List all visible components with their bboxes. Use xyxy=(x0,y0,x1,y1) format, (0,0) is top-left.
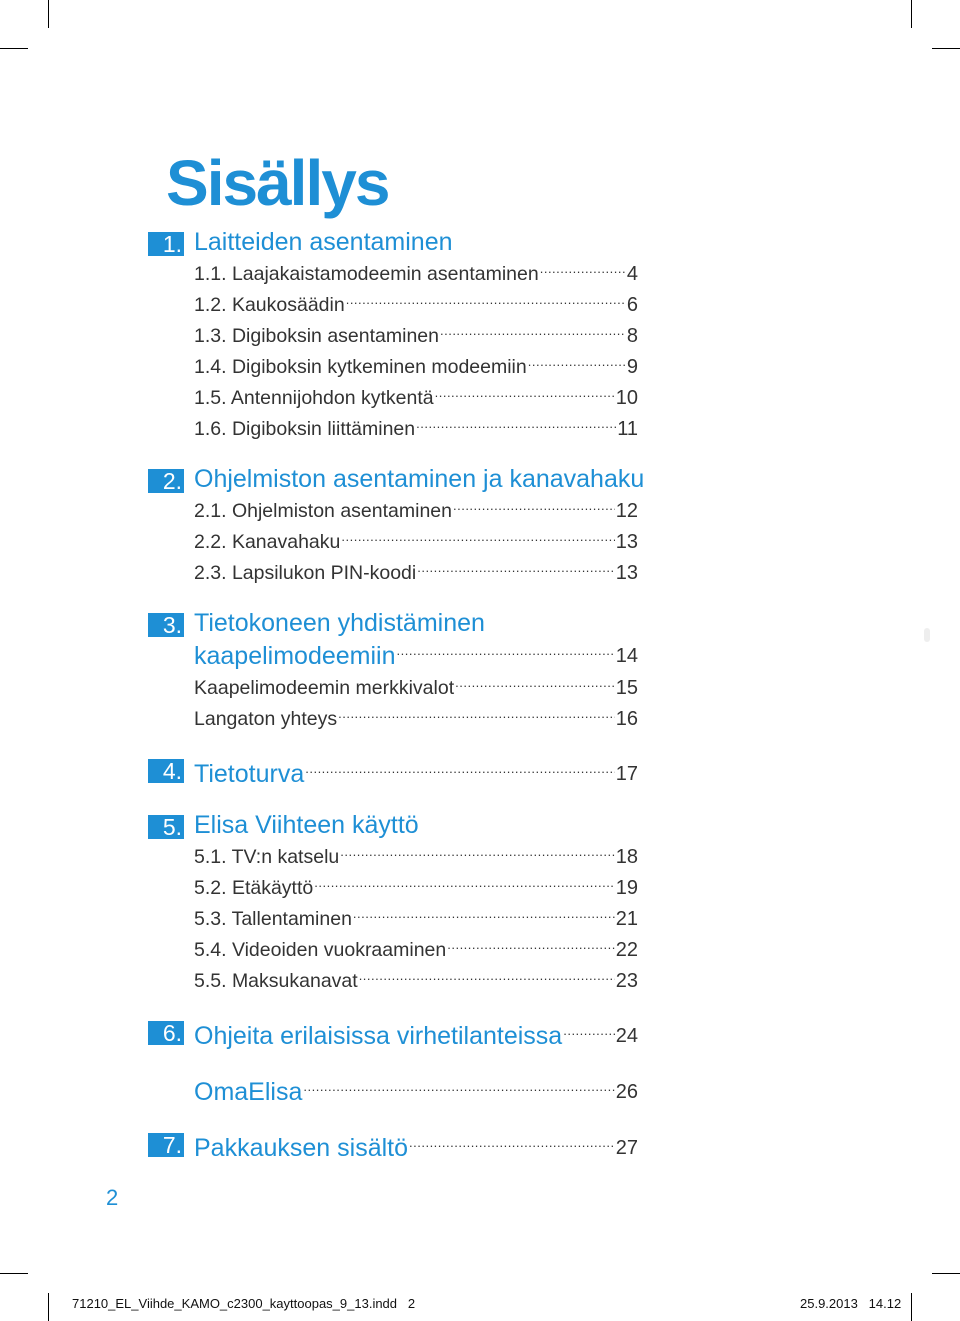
page-number: 2 xyxy=(106,1185,119,1210)
entry-page: 12 xyxy=(615,500,638,522)
entry-page: 15 xyxy=(615,677,638,699)
toc-entry[interactable] xyxy=(194,839,638,870)
entry-label: 1.2. Kaukosäädin xyxy=(194,294,345,316)
dot-leader xyxy=(563,1017,615,1045)
entry-page: 23 xyxy=(615,970,638,992)
toc-section-3 xyxy=(148,609,638,732)
entry-label: 2.2. Kanavahaku xyxy=(194,531,341,553)
entry-page: 6 xyxy=(626,294,638,316)
toc-entry[interactable] xyxy=(194,963,638,994)
section-heading[interactable]: Laitteiden asentaminen xyxy=(194,228,453,256)
toc-section-5 xyxy=(148,811,638,994)
dot-leader xyxy=(540,256,626,282)
section-heading[interactable] xyxy=(194,1129,638,1162)
section-number-badge: 3. xyxy=(148,613,184,637)
crop-mark xyxy=(932,1273,960,1274)
toc-section-omaelisa xyxy=(148,1073,638,1106)
entry-label: 5.5. Maksukanavat xyxy=(194,970,358,992)
toc-entry[interactable] xyxy=(194,555,638,586)
entry-label: Langaton yhteys xyxy=(194,708,338,730)
dot-leader xyxy=(314,870,615,896)
entry-label: 1.3. Digiboksin asentaminen xyxy=(194,325,439,347)
toc-entry[interactable] xyxy=(194,901,638,932)
dot-leader xyxy=(359,963,615,989)
entry-label: 1.4. Digiboksin kytkeminen modeemiin xyxy=(194,356,527,378)
section-heading[interactable]: Elisa Viihteen käyttö xyxy=(194,811,419,839)
crop-mark xyxy=(48,1293,49,1321)
dot-leader xyxy=(417,555,615,581)
entry-label: 5.3. Tallentaminen xyxy=(194,908,352,930)
toc-section-7 xyxy=(148,1129,638,1162)
entry-page: 16 xyxy=(615,708,638,730)
heading-label: Tietoturva xyxy=(194,760,305,788)
section-number-badge: 1. xyxy=(148,232,184,256)
section-number-badge: 2. xyxy=(148,469,184,493)
heading-line-2: kaapelimodeemiin xyxy=(194,642,396,670)
dot-leader xyxy=(305,755,615,783)
entry-label: 2.3. Lapsilukon PIN-koodi xyxy=(194,562,417,584)
crop-mark xyxy=(932,48,960,49)
section-heading[interactable] xyxy=(194,1017,638,1050)
crop-mark xyxy=(0,1273,28,1274)
print-slug-timestamp: 25.9.2013 14.12 xyxy=(800,1296,902,1311)
entry-label: 5.1. TV:n katselu xyxy=(194,846,340,868)
dot-leader xyxy=(440,318,626,344)
entry-page: 10 xyxy=(615,387,638,409)
crop-mark xyxy=(0,48,28,49)
toc-entry[interactable] xyxy=(194,411,638,442)
entry-label: 1.1. Laajakaistamodeemin asentaminen xyxy=(194,263,539,285)
dot-leader xyxy=(409,1129,615,1157)
entry-label: 1.6. Digiboksin liittäminen xyxy=(194,418,416,440)
section-heading[interactable] xyxy=(194,755,638,788)
entry-label: 2.1. Ohjelmiston asentaminen xyxy=(194,500,452,522)
toc-section-1 xyxy=(148,228,638,442)
entry-page: 22 xyxy=(615,939,638,961)
dot-leader xyxy=(346,287,626,313)
section-number-badge: 5. xyxy=(148,815,184,839)
dot-leader xyxy=(338,701,615,727)
section-heading[interactable]: Tietokoneen yhdistäminen xyxy=(194,609,485,637)
entry-page: 13 xyxy=(615,531,638,553)
heading-label: Ohjeita erilaisissa virhetilanteissa xyxy=(194,1022,563,1050)
section-heading[interactable]: Ohjelmiston asentaminen ja kanavahaku xyxy=(194,465,645,493)
toc-entry[interactable] xyxy=(194,318,638,349)
crop-mark xyxy=(911,0,912,28)
heading-label: OmaElisa xyxy=(194,1078,303,1106)
toc-entry[interactable] xyxy=(194,287,638,318)
heading-label: Pakkauksen sisältö xyxy=(194,1134,409,1162)
entry-label: 5.4. Videoiden vuokraaminen xyxy=(194,939,447,961)
crop-mark xyxy=(911,1293,912,1321)
toc-entry[interactable] xyxy=(194,870,638,901)
entry-page: 4 xyxy=(626,263,638,285)
section-heading-continuation[interactable] xyxy=(194,637,638,670)
table-of-contents xyxy=(148,224,645,1162)
toc-entry[interactable] xyxy=(194,524,638,555)
heading-page: 17 xyxy=(615,763,638,785)
page-title: Sisällys xyxy=(166,146,389,219)
dot-leader xyxy=(455,670,615,696)
toc-section-6 xyxy=(148,1017,638,1050)
heading-page: 27 xyxy=(615,1137,638,1159)
entry-page: 21 xyxy=(615,908,638,930)
toc-entry[interactable] xyxy=(194,932,638,963)
dot-leader xyxy=(416,411,616,437)
dot-leader xyxy=(303,1073,614,1101)
dot-leader xyxy=(528,349,626,375)
section-number-badge: 6. xyxy=(148,1021,184,1045)
entry-page: 8 xyxy=(626,325,638,347)
dot-leader xyxy=(447,932,615,958)
section-number-badge: 4. xyxy=(148,759,184,783)
dot-leader xyxy=(341,524,614,550)
toc-entry[interactable] xyxy=(194,701,638,732)
entry-label: 5.2. Etäkäyttö xyxy=(194,877,314,899)
scan-smudge xyxy=(924,628,930,642)
entry-page: 11 xyxy=(617,418,638,440)
heading-page: 14 xyxy=(615,645,638,667)
dot-leader xyxy=(453,493,615,519)
heading-page: 26 xyxy=(615,1081,638,1103)
toc-section-4 xyxy=(148,755,638,788)
dot-leader xyxy=(353,901,615,927)
dot-leader xyxy=(397,637,615,665)
entry-label: 1.5. Antennijohdon kytkentä xyxy=(194,387,434,409)
entry-page: 18 xyxy=(615,846,638,868)
print-slug-filename: 71210_EL_Viihde_KAMO_c2300_kayttoopas_9_13.indd 2 xyxy=(72,1296,416,1311)
toc-entry[interactable] xyxy=(194,349,638,380)
heading-page: 24 xyxy=(615,1025,638,1047)
toc-entry[interactable] xyxy=(194,493,638,524)
entry-page: 13 xyxy=(615,562,638,584)
toc-section-2 xyxy=(148,465,645,586)
entry-label: Kaapelimodeemin merkkivalot xyxy=(194,677,455,699)
dot-leader xyxy=(340,839,614,865)
section-heading[interactable] xyxy=(194,1073,638,1106)
crop-mark xyxy=(48,0,49,28)
section-number-badge: 7. xyxy=(148,1133,184,1157)
toc-entry[interactable] xyxy=(194,380,638,411)
toc-entry[interactable] xyxy=(194,670,638,701)
entry-page: 19 xyxy=(615,877,638,899)
entry-page: 9 xyxy=(626,356,638,378)
toc-entry[interactable] xyxy=(194,256,638,287)
dot-leader xyxy=(435,380,615,406)
